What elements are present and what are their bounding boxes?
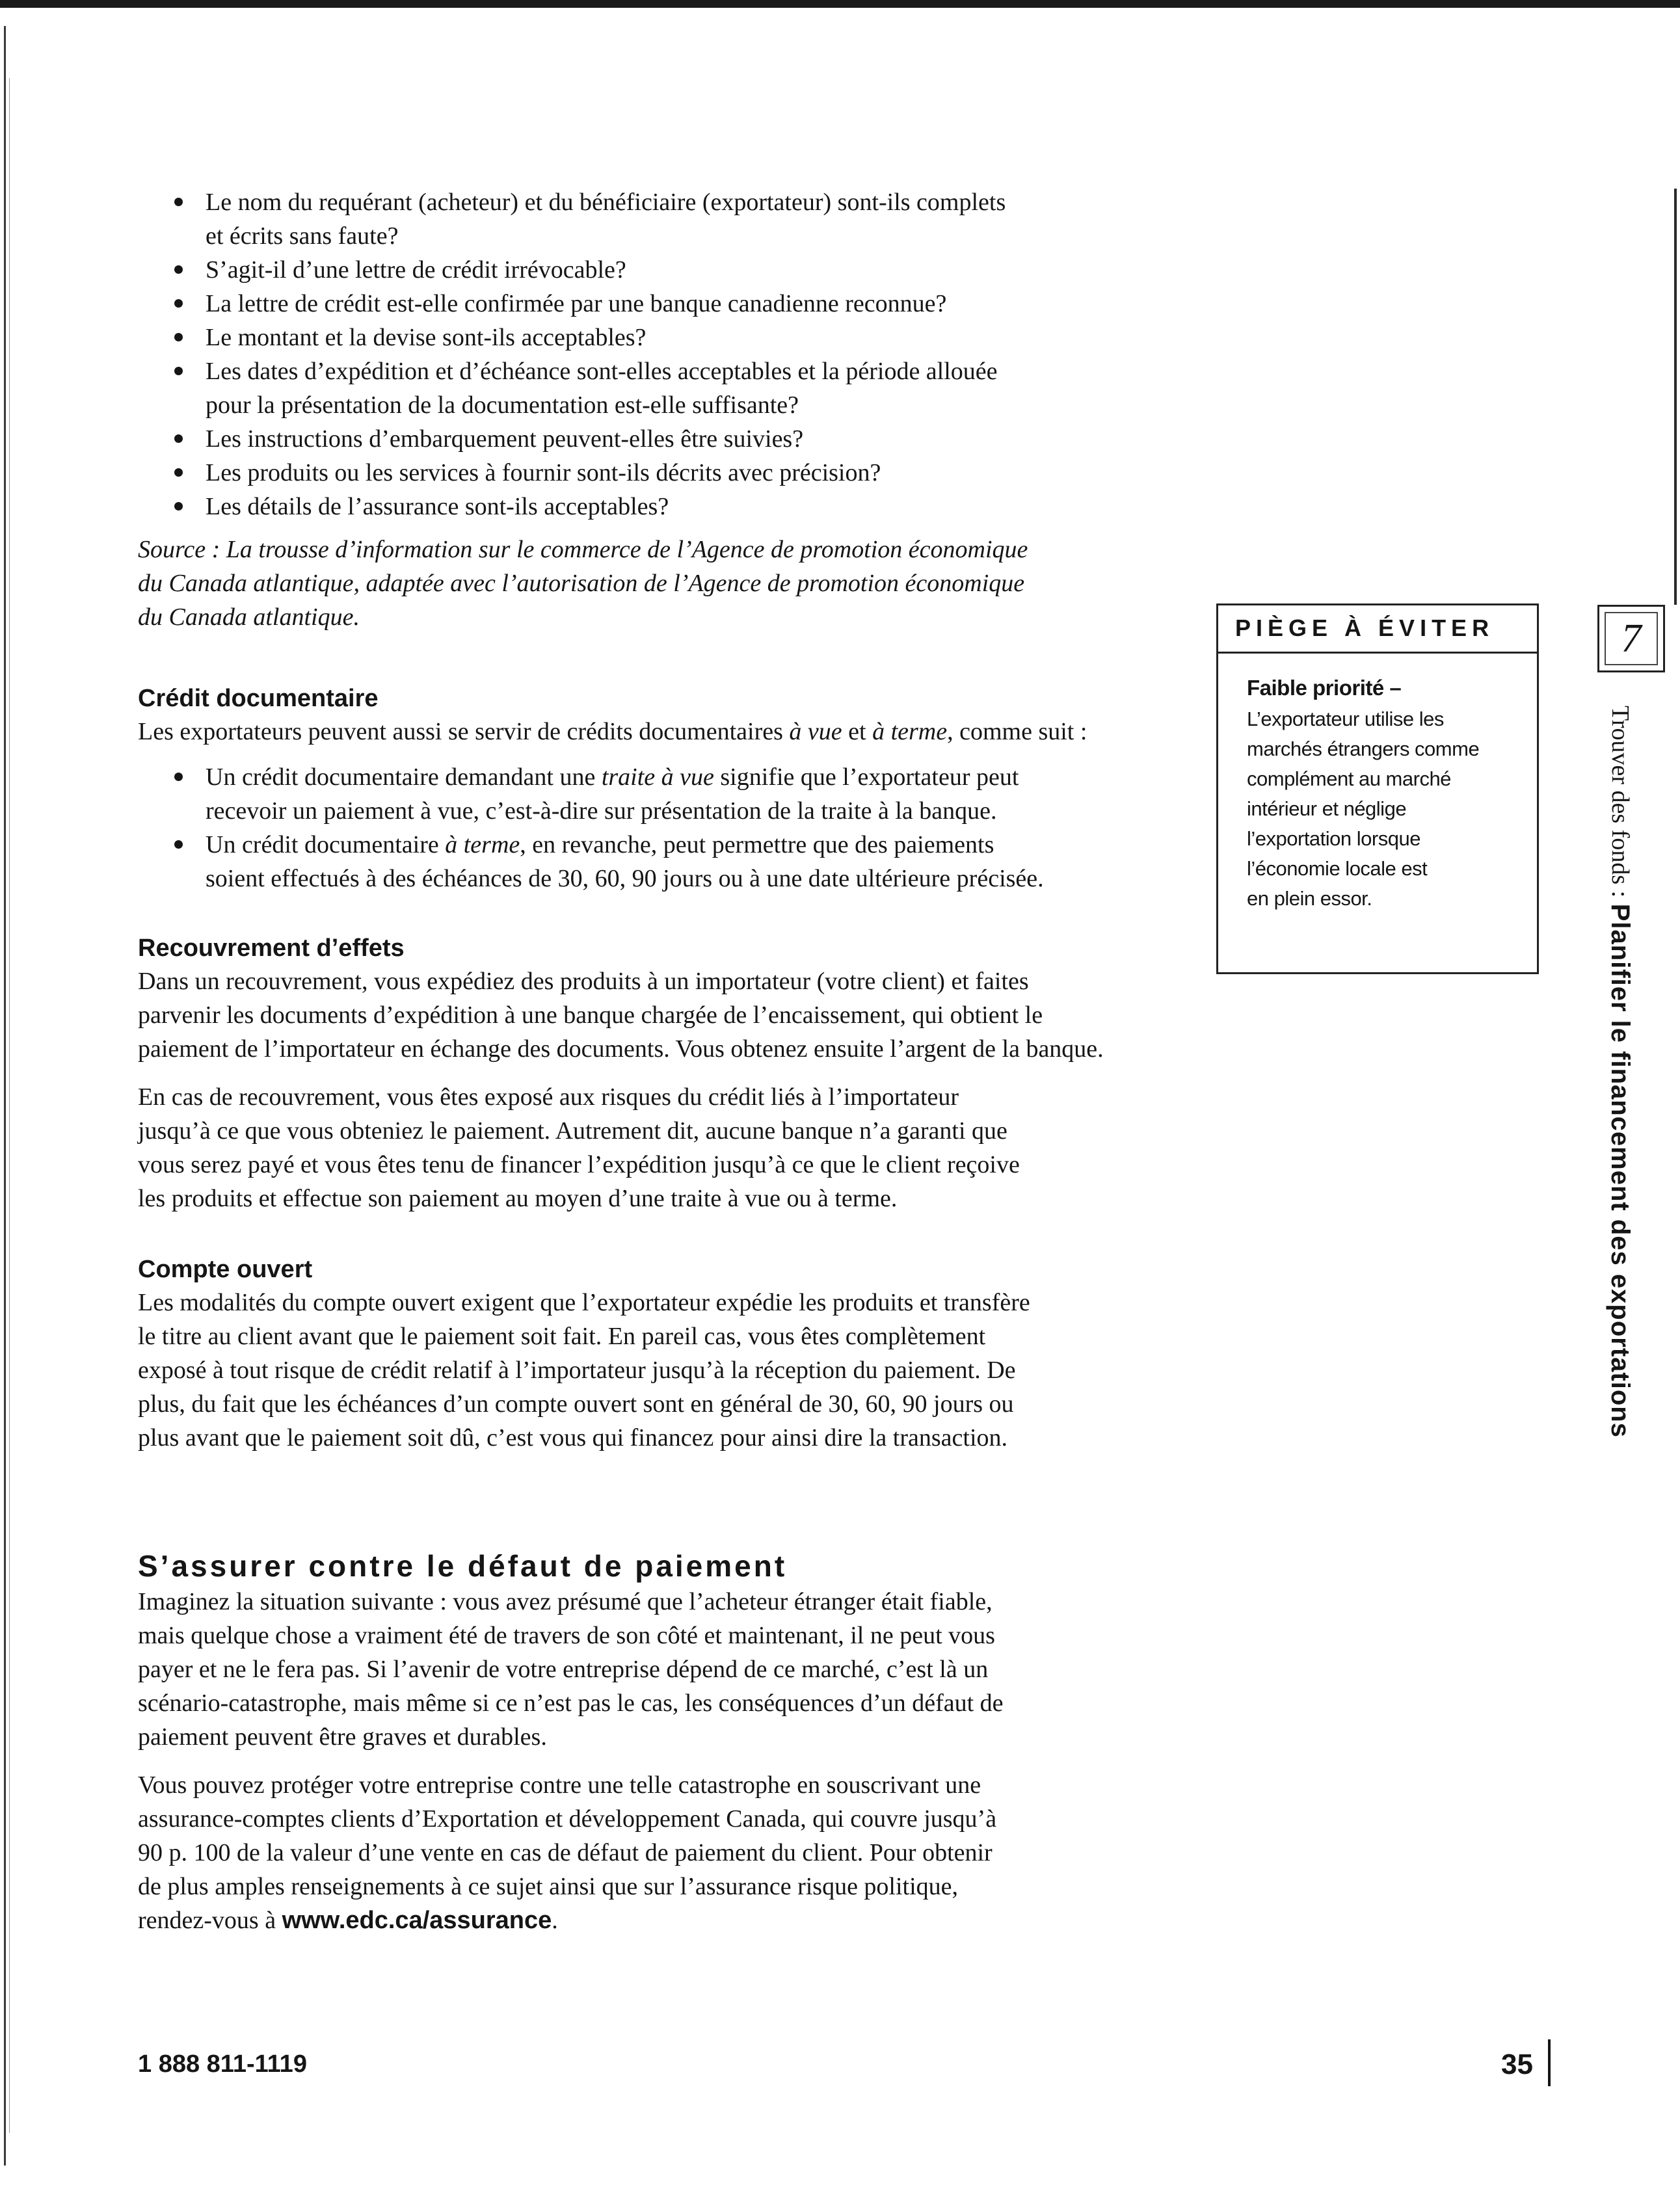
scan-edge-left (4, 26, 6, 2166)
scan-edge-right (1674, 189, 1677, 605)
main-column (138, 185, 1153, 1937)
running-head: Trouver des fonds : Planifier le financement des exportations (1606, 706, 1634, 1438)
sidebar-line: L’exportateur utilise les (1247, 708, 1444, 730)
checklist-item: Les instructions d’embarquement peuvent-elles être suivies? (138, 422, 1153, 456)
sidebar-line: l’économie locale est (1247, 857, 1428, 880)
sidebar-line: marchés étrangers comme (1247, 737, 1480, 760)
bullet-icon (174, 299, 183, 308)
sidebar-box (1216, 603, 1539, 974)
scan-edge-left-inner (9, 78, 10, 2133)
credit-intro: Les exportateurs peuvent aussi se servir de crédits documentaires à vue et à terme, comme suit : (138, 718, 1087, 745)
top-rule (0, 0, 1680, 8)
section-heading-recouvrement: Recouvrement d’effets (138, 934, 405, 962)
checklist (138, 185, 1153, 524)
checklist-item: Les dates d’expédition et d’échéance sont-elles acceptables et la période allouée pour la présentation de la documentation est-elle suffisante? (138, 354, 1153, 422)
bullet-icon (174, 333, 183, 341)
checklist-item: Les produits ou les services à fournir sont-ils décrits avec précision? (138, 456, 1153, 490)
bullet-icon (174, 468, 183, 477)
bullet-icon (174, 773, 183, 781)
bullet-icon (174, 367, 183, 375)
sidebar-line: intérieur et néglige (1247, 797, 1407, 820)
sidebar-line: en plein essor. (1247, 887, 1372, 910)
chapter-number: 7 (1605, 612, 1658, 665)
footer-phone: 1 888 811-1119 (138, 2050, 307, 2078)
bullet-icon (174, 434, 183, 443)
edc-assurance-link[interactable]: www.edc.ca/assurance (282, 1907, 552, 1934)
recouvrement-paragraph-2: En cas de recouvrement, vous êtes exposé aux risques du crédit liés à l’importateur jusqu’à ce que vous obteniez le paiement. Autrement dit, aucune banque n’a garanti que vous serez payé et vous êtes tenu de financer l’expédition jusqu’à ce que le client reçoive les produits et effectue son paiement au moyen d’une traite à vue ou à terme. (138, 1083, 1020, 1212)
source-citation: Source : La trousse d’information sur le commerce de l’Agence de promotion économique du Canada atlantique, adaptée avec l’autorisation de l’Agence de promotion économique du Canada atlantique. (138, 536, 1028, 631)
checklist-item: Le montant et la devise sont-ils acceptables? (138, 321, 1153, 354)
page-number: 35 (1501, 2048, 1533, 2080)
sidebar-title: PIÈGE À ÉVITER (1218, 605, 1537, 654)
credit-list (138, 760, 1153, 895)
section-heading-assurer: S’assurer contre le défaut de paiement (138, 1549, 788, 1583)
sidebar-line: complément au marché (1247, 767, 1451, 790)
section-heading-compte: Compte ouvert (138, 1256, 313, 1283)
credit-item: Un crédit documentaire demandant une traite à vue signifie que l’exportateur peut recevoir un paiement à vue, c’est-à-dire sur présentation de la traite à la banque. (138, 760, 1153, 828)
checklist-item: Le nom du requérant (acheteur) et du bénéficiaire (exportateur) sont-ils complets et écrits sans faute? (138, 185, 1153, 253)
bullet-icon (174, 265, 183, 274)
sidebar-line: l’exportation lorsque (1247, 827, 1420, 850)
assurer-paragraph-2: Vous pouvez protéger votre entreprise contre une telle catastrophe en souscrivant une assurance-comptes clients d’Exportation et développement Canada, qui couvre jusqu’à 90 p. 100 de la valeur d’une vente en cas de défaut de paiement du client. Pour obtenir de plus amples renseignements à ce sujet ainsi que sur l’assurance risque politique, rendez-vous à www.edc.ca/assurance. (138, 1771, 997, 1934)
chapter-number-tab (1597, 605, 1665, 672)
recouvrement-paragraph-1: Dans un recouvrement, vous expédiez des produits à un importateur (votre client) et faites parvenir les documents d’expédition à une banque chargée de l’encaissement, qui obtient le paiement de l’importateur en échange des documents. Vous obtenez ensuite l’argent de la banque. (138, 968, 1104, 1063)
sidebar-subtitle: Faible priorité – (1247, 676, 1402, 700)
checklist-item: S’agit-il d’une lettre de crédit irrévocable? (138, 253, 1153, 287)
checklist-item: Les détails de l’assurance sont-ils acceptables? (138, 490, 1153, 524)
assurer-paragraph-1: Imaginez la situation suivante : vous avez présumé que l’acheteur étranger était fiable, mais quelque chose a vraiment été de travers de son côté et maintenant, il ne peut vous payer et ne le fera pas. Si l’avenir de votre entreprise dépend de ce marché, c’est là un scénario-catastrophe, mais même si ce n’est pas le cas, les conséquences d’un défaut de paiement peuvent être graves et durables. (138, 1588, 1004, 1751)
bullet-icon (174, 198, 183, 206)
page-number-rule (1548, 2039, 1551, 2086)
bullet-icon (174, 502, 183, 510)
section-heading-credit: Crédit documentaire (138, 685, 379, 712)
bullet-icon (174, 840, 183, 849)
sidebar-body (1218, 654, 1537, 914)
credit-item: Un crédit documentaire à terme, en revanche, peut permettre que des paiements soient effectués à des échéances de 30, 60, 90 jours ou à une date ultérieure précisée. (138, 828, 1153, 895)
checklist-item: La lettre de crédit est-elle confirmée par une banque canadienne reconnue? (138, 287, 1153, 321)
compte-paragraph: Les modalités du compte ouvert exigent que l’exportateur expédie les produits et transfère le titre au client avant que le paiement soit fait. En pareil cas, vous êtes complètement exposé à tout risque de crédit relatif à l’importateur jusqu’à la réception du paiement. De plus, du fait que les échéances d’un compte ouvert sont en général de 30, 60, 90 jours ou plus avant que le paiement soit dû, c’est vous qui financez pour ainsi dire la transaction. (138, 1289, 1030, 1451)
